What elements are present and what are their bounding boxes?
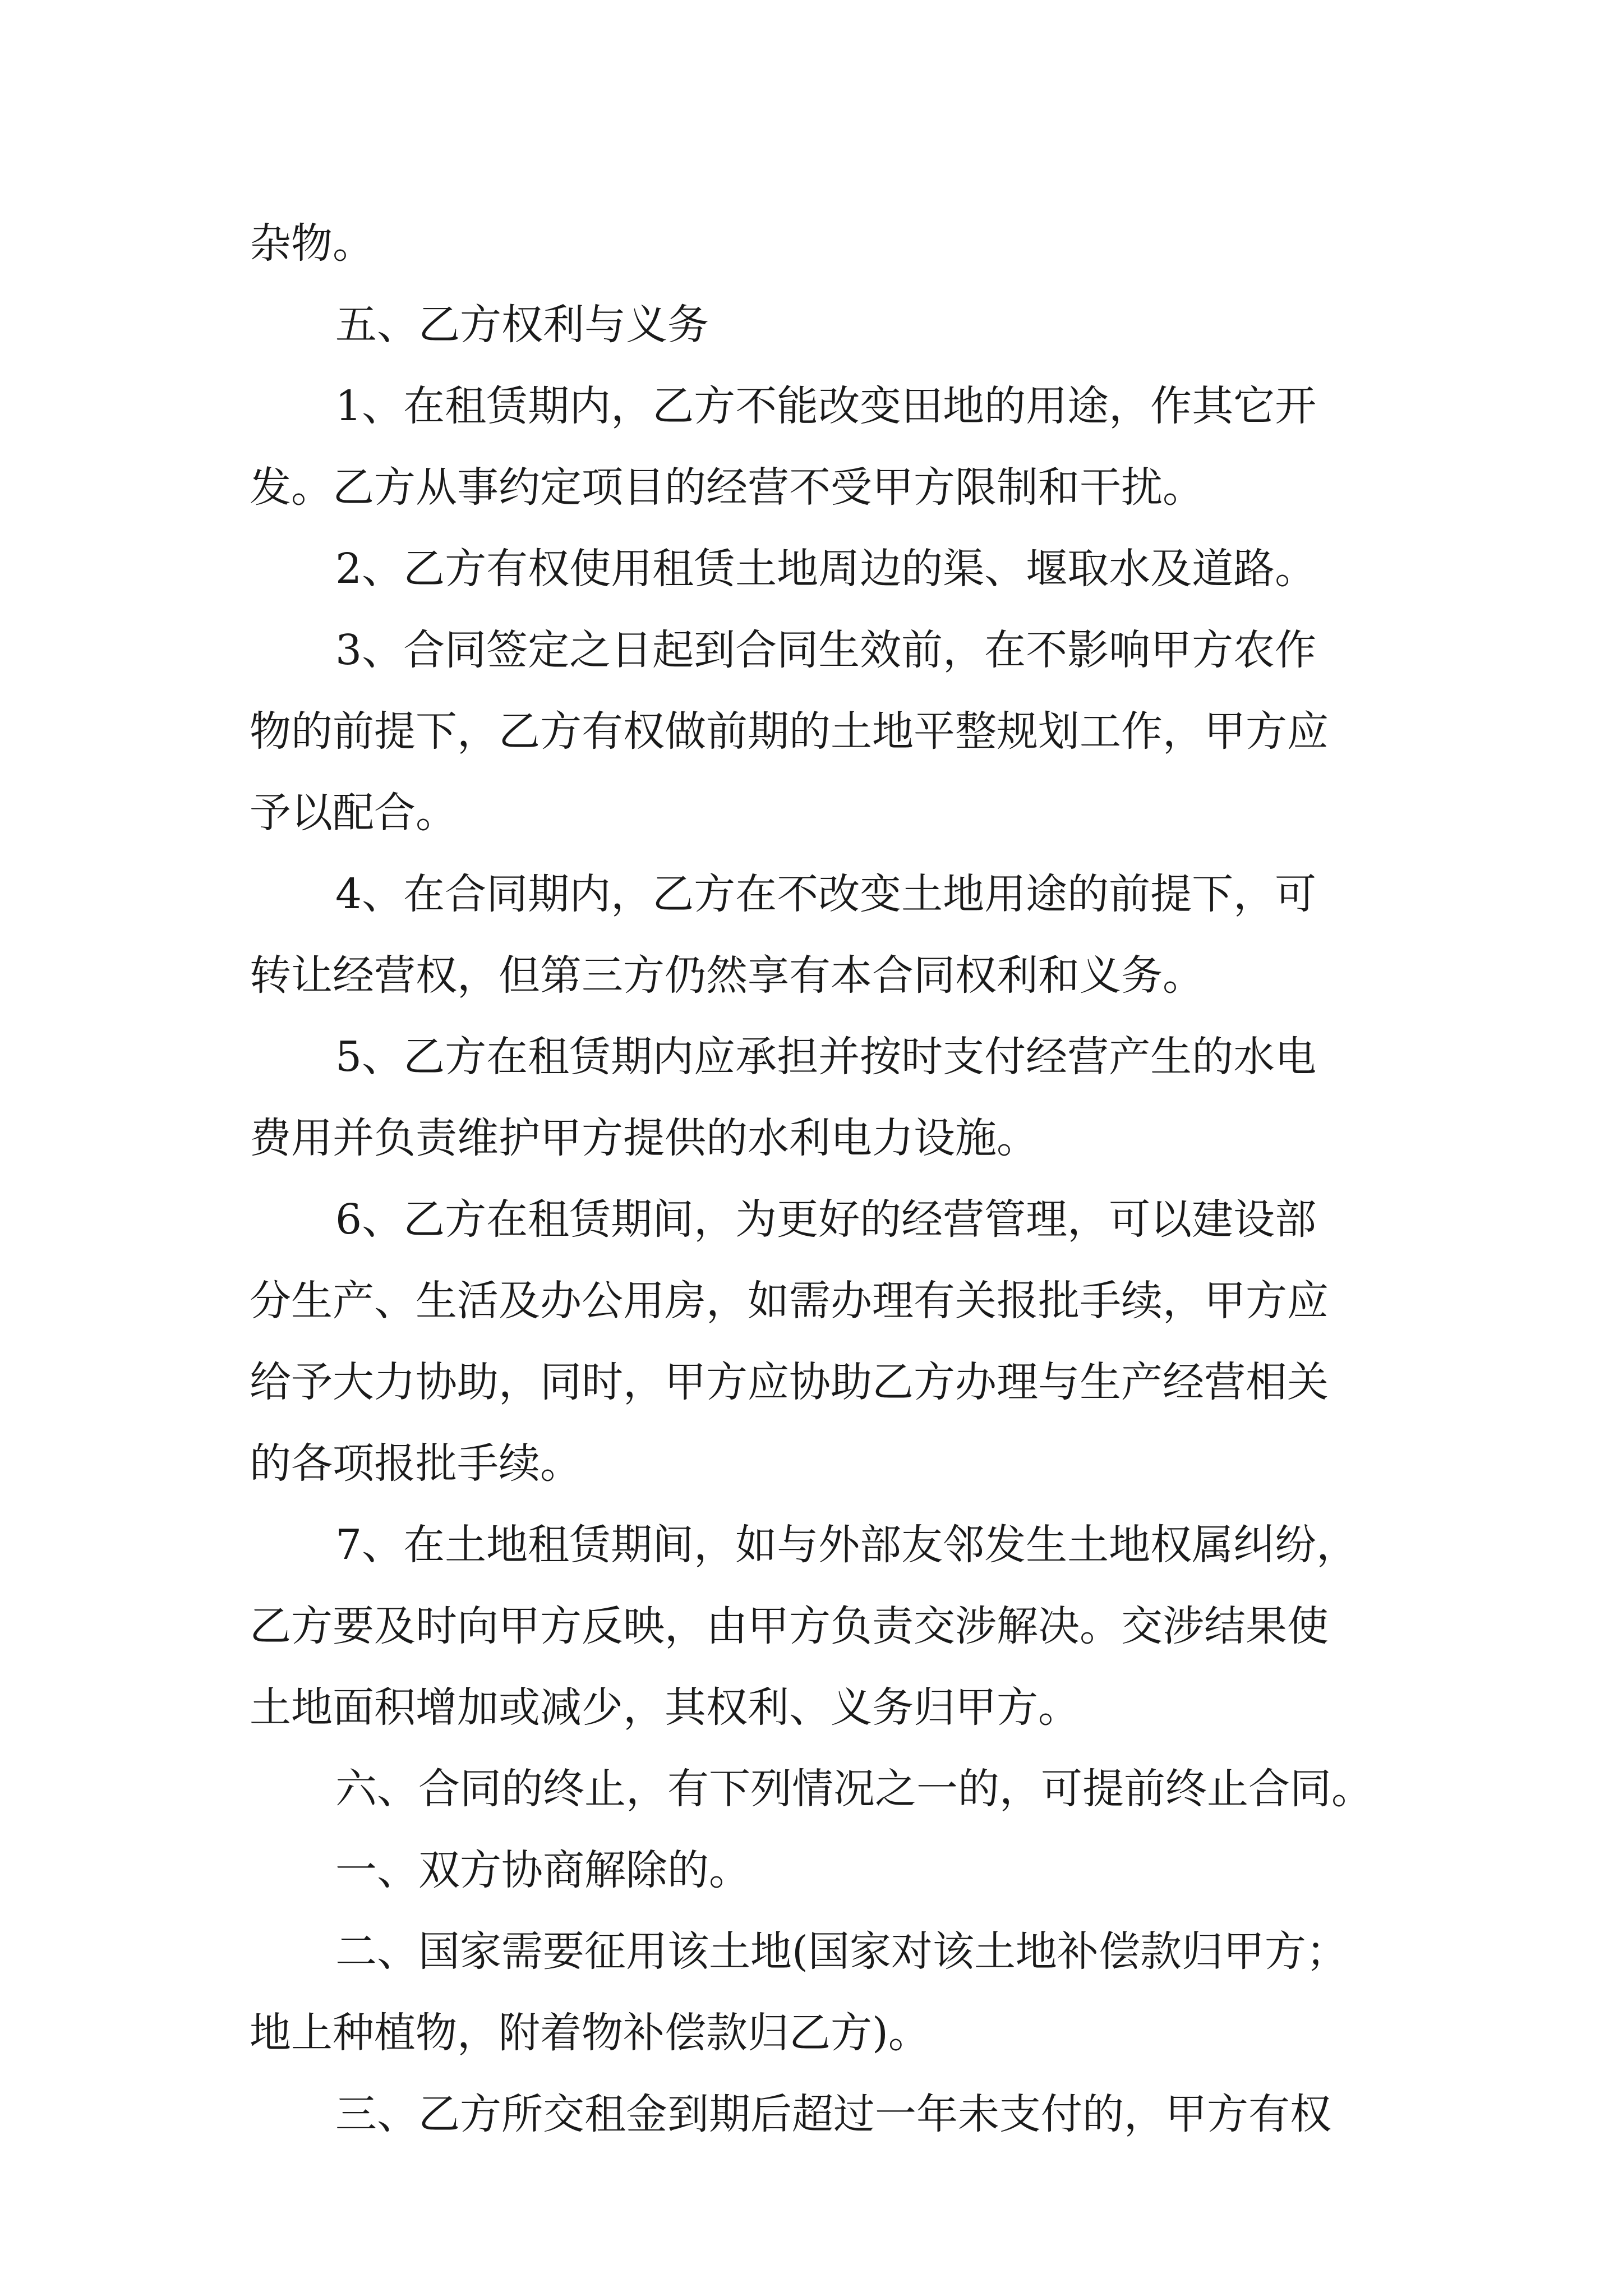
section-heading: 五、乙方权利与义务	[335, 301, 709, 349]
text-line: 给予大力协助，同时，甲方应协助乙方办理与生产经营相关	[250, 1358, 1329, 1406]
text-line: 转让经营权，但第三方仍然享有本合同权利和义务。	[250, 951, 1204, 1000]
text-line: 1、在租赁期内，乙方不能改变田地的用途，作其它开	[335, 382, 1317, 430]
text-line: 一、双方协商解除的。	[335, 1846, 750, 1894]
text-line: 地上种植物，附着物补偿款归乙方)。	[250, 2009, 930, 2057]
text-line: 5、乙方在租赁期内应承担并按时支付经营产生的水电	[335, 1033, 1317, 1081]
text-line: 分生产、生活及办公用房，如需办理有关报批手续，甲方应	[250, 1277, 1329, 1325]
text-line: 3、合同签定之日起到合同生效前，在不影响甲方农作	[335, 626, 1317, 674]
text-line: 土地面积增加或减少，其权利、义务归甲方。	[250, 1683, 1080, 1732]
text-line: 发。乙方从事约定项目的经营不受甲方限制和干扰。	[250, 463, 1204, 512]
text-line: 7、在土地租赁期间，如与外部友邻发生土地权属纠纷，	[335, 1521, 1358, 1569]
text-line: 6、乙方在租赁期间，为更好的经营管理，可以建设部	[335, 1195, 1317, 1244]
text-line: 2、乙方有权使用租赁土地周边的渠、堰取水及道路。	[335, 545, 1317, 593]
text-line: 4、在合同期内，乙方在不改变土地用途的前提下，可	[335, 870, 1317, 918]
text-line: 三、乙方所交租金到期后超过一年未支付的，甲方有权	[335, 2090, 1331, 2138]
text-line: 费用并负责维护甲方提供的水利电力设施。	[250, 1114, 1038, 1162]
section-heading: 六、合同的终止，有下列情况之一的，可提前终止合同。	[335, 1765, 1373, 1813]
text-line: 二、国家需要征用该土地(国家对该土地补偿款归甲方；	[335, 1927, 1348, 1976]
text-line: 物的前提下，乙方有权做前期的土地平整规划工作，甲方应	[250, 707, 1329, 756]
text-line: 的各项报批手续。	[250, 1439, 582, 1488]
text-line: 予以配合。	[250, 789, 457, 837]
text-line: 乙方要及时向甲方反映，由甲方负责交涉解决。交涉结果使	[250, 1602, 1329, 1650]
text-line: 杂物。	[250, 219, 374, 268]
